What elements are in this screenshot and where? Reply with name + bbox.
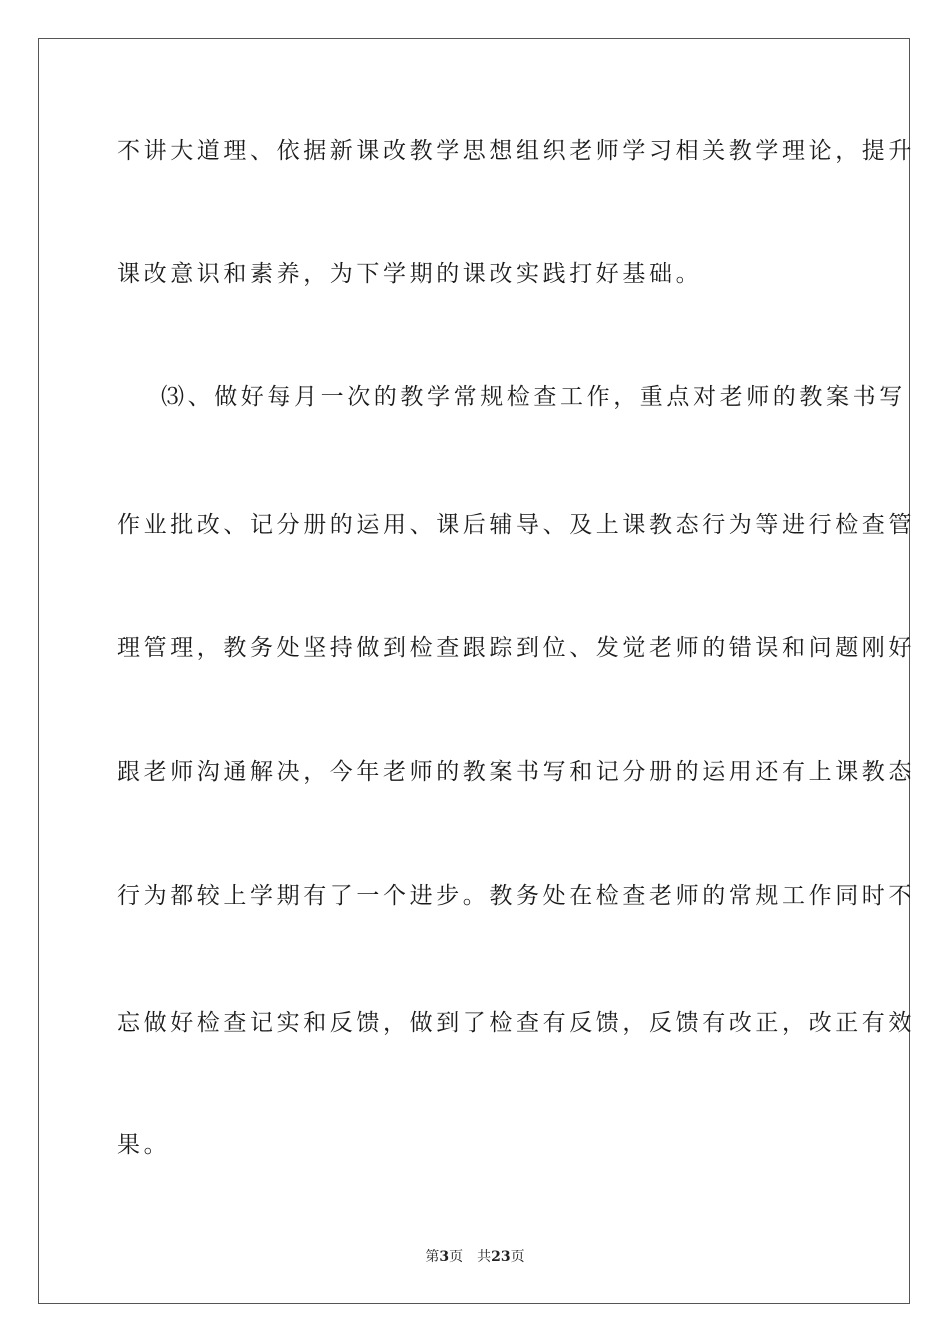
page-prefix: 第 bbox=[425, 1249, 440, 1265]
page-footer bbox=[0, 1247, 950, 1267]
total-suffix: 页 bbox=[510, 1249, 525, 1265]
text-line: 跟老师沟通解决，今年老师的教案书写和记分册的运用还有上课教态 bbox=[117, 759, 915, 785]
text-line: 课改意识和素养，为下学期的课改实践打好基础。 bbox=[117, 261, 703, 287]
text-line: 忘做好检查记实和反馈，做到了检查有反馈，反馈有改正，改正有效 bbox=[117, 1010, 915, 1036]
page-number: 3 bbox=[439, 1249, 450, 1265]
text-line: 理管理，教务处坚持做到检查跟踪到位、发觉老师的错误和问题刚好 bbox=[117, 635, 915, 661]
text-line: 不讲大道理、依据新课改教学思想组织老师学习相关教学理论，提升 bbox=[117, 138, 915, 164]
text-line: 作业批改、记分册的运用、课后辅导、及上课教态行为等进行检查管 bbox=[117, 512, 915, 538]
total-prefix: 共 bbox=[477, 1249, 492, 1265]
text-line: 果。 bbox=[117, 1132, 171, 1158]
text-line: 行为都较上学期有了一个进步。教务处在检查老师的常规工作同时不 bbox=[117, 883, 915, 909]
total-pages: 23 bbox=[491, 1249, 511, 1265]
text-line: ⑶、做好每月一次的教学常规检查工作，重点对老师的教案书写 bbox=[161, 384, 906, 410]
page-border bbox=[38, 38, 915, 1304]
page-suffix: 页 bbox=[449, 1249, 464, 1265]
